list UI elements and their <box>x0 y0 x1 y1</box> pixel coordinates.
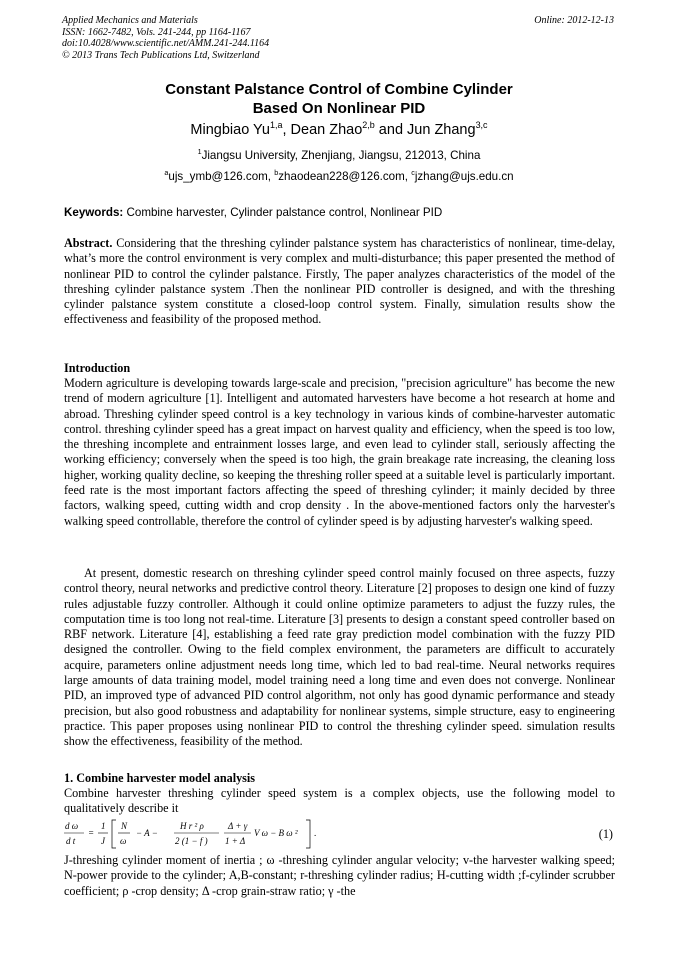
eq-f2-num: N <box>121 821 128 831</box>
author-affil-mark: 3,c <box>475 120 488 131</box>
introduction-paragraph-2: At present, domestic research on threshing cylinder speed control mainly focused on three aspects, fuzzy control theory, neural networks and predictive control theory. Literature [2] proposes to design one kind of fuzzy rules adjustable fuzzy controller. Although it could online optimize parameters to adjust the fuzzy rules, the computation time is too long not real-time. Literature [3] presents to design a constant speed controller based on RBF network. Literature [4], establishing a feed rate gray prediction model combination with the fuzzy PID designed the controller. Owing to the field complex environment, the parameters are difficult to accurately acquire, parameters online adjustment needs long time, which led to bad real-time. Neural networks requires large amounts of data training model, model training need a long time and even does not converge. Nonlinear PID, an improved type of advanced PID control algorithm, not only has good dynamic performance and steady precision, but also good robustness and adaptability for nonlinear systems, simple structure, easy to engineering practice. This paper proposes using nonlinear PID to control the threshing cylinder speed. simulation results show the effectiveness, feasibility of the method. <box>64 566 615 749</box>
keywords-text: Combine harvester, Cylinder palstance control, Nonlinear PID <box>123 206 443 219</box>
eq-f4-num: Δ + γ <box>228 821 248 831</box>
eq-f3-den: 2 (1 − f ) <box>175 836 208 846</box>
keywords <box>64 206 616 219</box>
paper-title <box>0 80 678 118</box>
affiliation-mark: 1 <box>197 147 202 157</box>
eq-equals: = <box>88 828 95 838</box>
eq-f1-num: 1 <box>101 821 106 831</box>
email-mark: c <box>411 168 415 178</box>
title-line-1: Constant Palstance Control of Combine Cylinder <box>165 81 513 98</box>
section-1-heading: 1. Combine harvester model analysis <box>64 771 256 785</box>
introduction-heading: Introduction <box>64 361 131 375</box>
author-separator: , <box>282 122 291 138</box>
copyright-line: © 2013 Trans Tech Publications Ltd, Switzerland <box>62 49 260 61</box>
email-address: zhaodean228@126.com, <box>278 170 412 183</box>
equation-number: (1) <box>598 827 613 841</box>
author-emails <box>0 170 678 183</box>
issn-line: ISSN: 1662-7482, Vols. 241-244, pp 1164-1167 <box>62 26 251 38</box>
author-separator: and <box>374 122 408 138</box>
abstract <box>64 236 615 328</box>
affiliation-text: Jiangsu University, Zhenjiang, Jiangsu, 212013, China <box>201 149 481 162</box>
author-name: Dean Zhao <box>290 122 363 138</box>
eq-lhs-num: d ω <box>65 821 79 831</box>
email-mark: b <box>274 168 279 178</box>
author-list <box>0 122 678 138</box>
variable-definitions: J-threshing cylinder moment of inertia ; ω -threshing cylinder angular velocity; v-the harvester walking speed; N-power provide to the cylinder; A,B-constant; r-threshing cylinder radius; H-cutting width ;f-cylinder scrubber coefficient; ρ -crop density; Δ -crop grain-straw ratio; γ -the <box>64 853 615 898</box>
author-affil-mark: 2,b <box>362 120 375 131</box>
abstract-label: Abstract. <box>64 236 113 250</box>
eq-tail: V ω − B ω ² <box>254 828 298 838</box>
abstract-text: Considering that the threshing cylinder palstance system has characteristics of nonlinear, time-delay, what’s more the control environment is very complex and multi-disturbance; this paper presented the method of nonlinear PID to control the cylinder palstance. Firstly, The paper analyzes characteristics of the model of the threshing cylinder palstance system .Then the nonlinear PID controller is designed, and with the threshing cylinder palstance system constitute a closed-loop control system. Finally, simulation results show the effectiveness and feasibility of the proposed method. <box>64 236 615 327</box>
online-date: Online: 2012-12-13 <box>534 15 614 26</box>
author-name: Jun Zhang <box>407 122 476 138</box>
doi-line: doi:10.4028/www.scientific.net/AMM.241-244.1164 <box>62 38 270 50</box>
affiliation <box>0 149 678 162</box>
eq-f1-den: J <box>101 836 105 846</box>
title-line-2: Based On Nonlinear PID <box>252 100 426 117</box>
email-address: jzhang@ujs.edu.cn <box>414 170 514 183</box>
section-1-paragraph: Combine harvester threshing cylinder speed system is a complex objects, use the following model to qualitatively describe it <box>64 786 615 816</box>
eq-f2-den: ω <box>120 836 127 846</box>
email-address: ujs_ymb@126.com, <box>168 170 275 183</box>
keywords-label: Keywords: <box>64 206 124 219</box>
author-name: Mingbiao Yu <box>190 122 270 138</box>
author-affil-mark: 1,a <box>269 120 283 131</box>
eq-f3-num: H r ² ρ <box>180 821 204 831</box>
journal-name: Applied Mechanics and Materials <box>62 15 198 26</box>
introduction-paragraph-1: Modern agriculture is developing towards large-scale and precision, "precision agriculture" has become the new trend of modern agriculture [1]. Intelligent and automated harvesters have become a hot research at home and abroad. Threshing cylinder speed control is a key technology in various kinds of combine-harvester automatic control. threshing cylinder speed has a great impact on harvest quality and efficiency, when the speed is too low, the threshing incomplete and entrainment losses large, and even lead to cylinder stall, seriously affecting the working efficiency; conversely when the speed is too high, the grain breakage rate increasing, the cleaning loss higher, working quality decline, so keeping the threshing roller speed at a suitable level is particularly important. feed rate is the most important factors affecting the speed of threshing cylinder; it mainly decided by three factors, walking speed, cutting width and crop density . In the above-mentioned factors only the harvester's walking speed controllable, therefore the control of cylinder speed is by adjusting harvester's walking speed. <box>64 376 615 528</box>
journal-header <box>62 15 269 61</box>
eq-f4-den: 1 + Δ <box>225 836 246 846</box>
eq-end: . <box>314 828 317 838</box>
equation-graphic <box>64 817 584 853</box>
email-mark: a <box>164 168 169 178</box>
eq-minus-a: − A − <box>136 828 158 838</box>
eq-lhs-den: d t <box>66 836 76 846</box>
equation-1 <box>64 817 616 853</box>
